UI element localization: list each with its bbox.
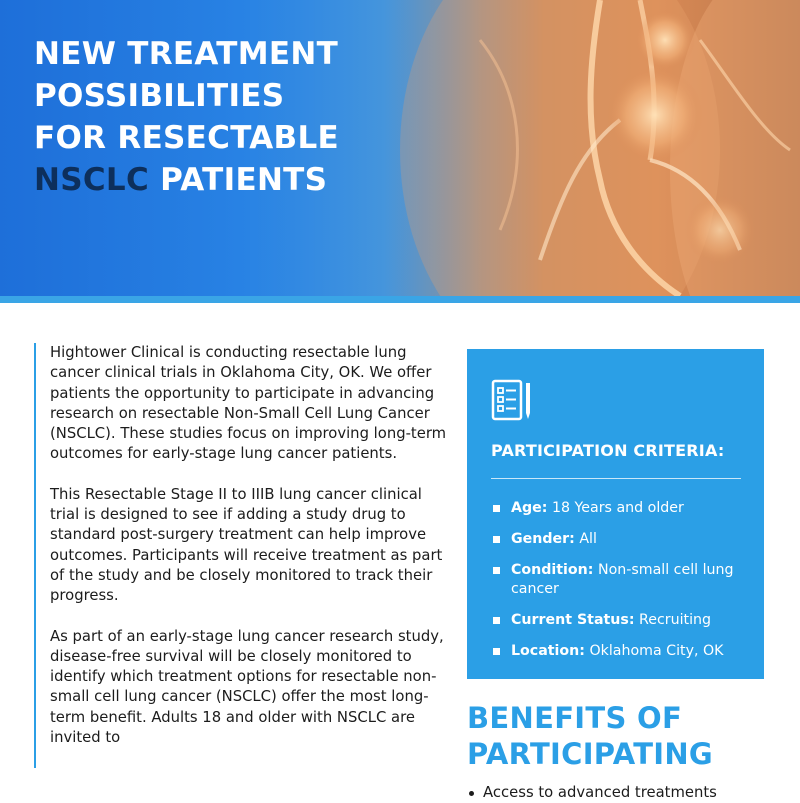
criteria-item-condition: [491, 561, 753, 599]
criteria-label: Location:: [511, 643, 585, 659]
checklist-icon: [491, 379, 533, 423]
criteria-value: Oklahoma City, OK: [584, 643, 724, 659]
criteria-item-gender: [491, 530, 753, 549]
square-bullet-icon: [493, 617, 500, 624]
criteria-label: Age:: [511, 500, 548, 516]
criteria-item-age: [491, 499, 753, 518]
criteria-list: [491, 499, 753, 673]
participation-criteria-box: [467, 349, 764, 679]
criteria-value: Recruiting: [634, 612, 712, 628]
criteria-divider: [491, 478, 741, 479]
criteria-item-location: [491, 642, 753, 661]
criteria-value: All: [574, 531, 597, 547]
criteria-label: Gender:: [511, 531, 575, 547]
title-line-3: FOR RESECTABLE: [34, 120, 339, 156]
criteria-item-status: [491, 611, 753, 630]
benefit-text: Access to advanced treatments: [483, 784, 717, 801]
square-bullet-icon: [493, 536, 500, 543]
benefits-heading: [467, 700, 713, 772]
criteria-label: Current Status:: [511, 612, 635, 628]
title-line-1: NEW TREATMENT: [34, 36, 339, 72]
page-title: [34, 33, 339, 201]
title-accent-nsclc: NSCLC: [34, 162, 150, 198]
criteria-value: 18 Years and older: [547, 500, 684, 516]
benefits-list: [467, 783, 787, 803]
intro-paragraph: This Resectable Stage II to IIIB lung cancer clinical trial is designed to see if adding a study drug to standard post-surgery treatment can help improve outcomes. Participants will receive treatment as part of the study and be closely monitored to track their progress.: [50, 485, 443, 605]
benefits-heading-line-1: BENEFITS OF: [467, 701, 683, 735]
square-bullet-icon: [493, 567, 500, 574]
intro-paragraph: As part of an early-stage lung cancer research study, disease-free survival will be closely monitored to identify which treatment options for resectable non-small cell lung cancer (NSCLC) offer the most long-term benefit. Adults 18 and older with NSCLC are invited to: [50, 627, 444, 747]
criteria-heading: PARTICIPATION CRITERIA:: [491, 441, 725, 460]
criteria-value: Non-small cell lung cancer: [511, 562, 734, 597]
benefit-item: [467, 783, 787, 803]
intro-paragraph: Hightower Clinical is conducting resectable lung cancer clinical trials in Oklahoma City, OK. We offer patients the opportunity to participate in advancing research on resectable Non-Small Cell Lung Cancer (NSCLC). These studies focus on improving long-term outcomes for early-stage lung cancer patients.: [50, 344, 447, 463]
round-bullet-icon: [469, 791, 474, 796]
hero-divider: [0, 296, 800, 303]
square-bullet-icon: [493, 505, 500, 512]
intro-section: [34, 343, 450, 768]
benefits-heading-line-2: PARTICIPATING: [467, 737, 714, 771]
hero-banner: [0, 0, 800, 296]
title-tail: PATIENTS: [149, 162, 328, 198]
criteria-label: Condition:: [511, 562, 594, 578]
square-bullet-icon: [493, 648, 500, 655]
title-line-2: POSSIBILITIES: [34, 78, 285, 114]
